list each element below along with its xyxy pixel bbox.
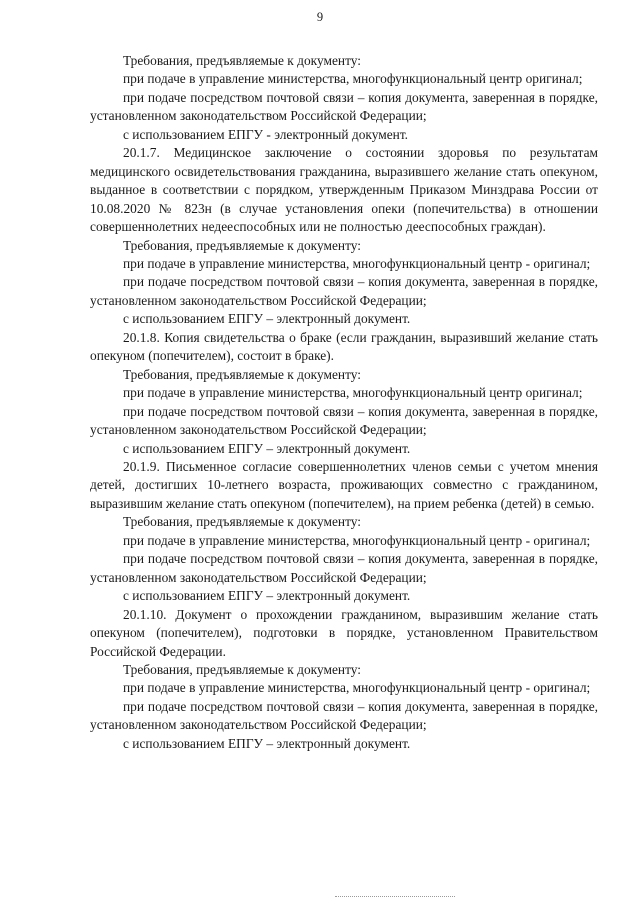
requirement-by-post: при подаче посредством почтовой связи – копия документа, заверенная в порядке, установленном законодательством Российской Федерации;	[90, 403, 598, 438]
requirements-heading: Требования, предъявляемые к документу:	[123, 53, 362, 68]
requirements-heading: Требования, предъявляемые к документу:	[123, 237, 362, 253]
requirements-heading: Требования, предъявляемые к документу:	[123, 366, 362, 382]
requirement-in-person: при подаче в управление министерства, многофункциональный центр оригинал;	[123, 71, 583, 87]
page-number: 9	[316, 10, 324, 24]
requirement-epgu: с использованием ЕПГУ – электронный документ.	[123, 311, 411, 327]
requirement-epgu: с использованием ЕПГУ - электронный документ.	[123, 126, 409, 142]
clause-20-1-8: 20.1.8. Копия свидетельства о браке (если гражданин, выразивший желание стать опекуном (попечителем), состоит в браке).	[90, 329, 598, 364]
clause-20-1-10: 20.1.10. Документ о прохождении гражданином, выразившим желание стать опекуном (попечителем), подготовки в порядке, установленном Правительством Российской Федерации.	[90, 606, 598, 659]
clause-20-1-7: 20.1.7. Медицинское заключение о состоянии здоровья по результатам медицинского освидетельствования гражданина, выразившего желание стать опекуном, выданное в соответствии с порядком, утвержденным Приказом Минздрава России от 10.08.2020 № 823н (в случае установления опеки (попечительства) в отношении совершеннолетних недееспособных или не полностью дееспособных граждан).	[90, 145, 598, 235]
requirement-in-person: при подаче в управление министерства, многофункциональный центр - оригинал;	[123, 680, 591, 696]
requirement-by-post: при подаче посредством почтовой связи – копия документа, заверенная в порядке, установленном законодательством Российской Федерации;	[90, 698, 598, 733]
requirement-in-person: при подаче в управление министерства, многофункциональный центр - оригинал;	[123, 255, 591, 271]
requirement-epgu: с использованием ЕПГУ – электронный документ.	[123, 735, 411, 751]
scan-artifact	[335, 896, 455, 900]
requirement-by-post: при подаче посредством почтовой связи – копия документа, заверенная в порядке, установленном законодательством Российской Федерации;	[90, 551, 598, 585]
document-body	[90, 52, 598, 753]
requirement-by-post: при подаче посредством почтовой связи – копия документа, заверенная в порядке, установленном законодательством Российской Федерации;	[90, 274, 598, 308]
requirements-heading: Требования, предъявляемые к документу:	[123, 661, 362, 677]
requirement-in-person: при подаче в управление министерства, многофункциональный центр - оригинал;	[123, 532, 591, 548]
clause-20-1-9: 20.1.9. Письменное согласие совершеннолетних членов семьи с учетом мнения детей, достигших 10-летнего возраста, проживающих совместно с гражданином, выразившим желание стать опекуном (попечителем), на прием ребенка (детей) в семью.	[90, 458, 598, 511]
requirement-epgu: с использованием ЕПГУ – электронный документ.	[123, 440, 411, 456]
requirement-epgu: с использованием ЕПГУ – электронный документ.	[123, 588, 411, 604]
requirement-in-person: при подаче в управление министерства, многофункциональный центр оригинал;	[123, 385, 583, 401]
requirement-by-post: при подаче посредством почтовой связи – копия документа, заверенная в порядке, установленном законодательством Российской Федерации;	[90, 89, 598, 124]
requirements-heading: Требования, предъявляемые к документу:	[123, 514, 362, 530]
